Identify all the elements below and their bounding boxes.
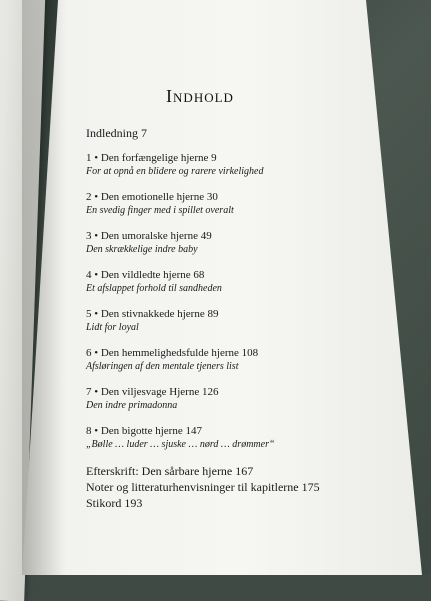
chapter-title: 6 • Den hemmelighedsfulde hjerne 108: [86, 347, 259, 359]
chapter-subtitle: En svedig finger med i spillet overalt: [86, 205, 234, 216]
chapter-title: 1 • Den forfængelige hjerne 9: [86, 152, 217, 164]
back-matter-index: Stikord 193: [86, 496, 143, 510]
back-matter-epilogue: Efterskrift: Den sårbare hjerne 167: [86, 464, 254, 478]
chapter-title: 5 • Den stivnakkede hjerne 89: [86, 308, 219, 320]
chapter-subtitle: For at opnå en blidere og rarere virkelighed: [86, 166, 264, 177]
toc-introduction: Indledning 7: [86, 126, 147, 140]
chapter-subtitle: Den indre primadonna: [86, 400, 178, 411]
toc-entry-8: [86, 424, 386, 452]
chapter-subtitle: Lidt for loyal: [86, 322, 139, 333]
chapter-title: 3 • Den umoralske hjerne 49: [86, 230, 212, 242]
toc-entry-7: [86, 385, 386, 413]
toc-list: [86, 126, 386, 511]
back-matter: [86, 463, 386, 511]
chapter-subtitle: Et afslappet forhold til sandheden: [86, 283, 222, 294]
toc-entry-5: [86, 307, 386, 335]
chapter-subtitle: Den skrækkelige indre baby: [86, 244, 198, 255]
toc-entry-2: [86, 190, 386, 218]
chapter-subtitle: „Bølle … luder … sjuske … nørd … drømmer“: [86, 439, 275, 450]
toc-entry-4: [86, 268, 386, 296]
chapter-title: 4 • Den vildledte hjerne 68: [86, 269, 205, 281]
toc-entry-3: [86, 229, 386, 257]
toc-entry-6: [86, 346, 386, 374]
chapter-subtitle: Afsløringen af den mentale tjeners list: [86, 361, 239, 372]
chapter-title: 2 • Den emotionelle hjerne 30: [86, 191, 218, 203]
back-matter-notes: Noter og litteraturhenvisninger til kapitlerne 175: [86, 480, 320, 494]
chapter-title: 7 • Den viljesvage Hjerne 126: [86, 386, 219, 398]
page-title: Indhold: [166, 86, 234, 106]
toc-entry-1: [86, 151, 386, 179]
chapter-title: 8 • Den bigotte hjerne 147: [86, 425, 202, 437]
